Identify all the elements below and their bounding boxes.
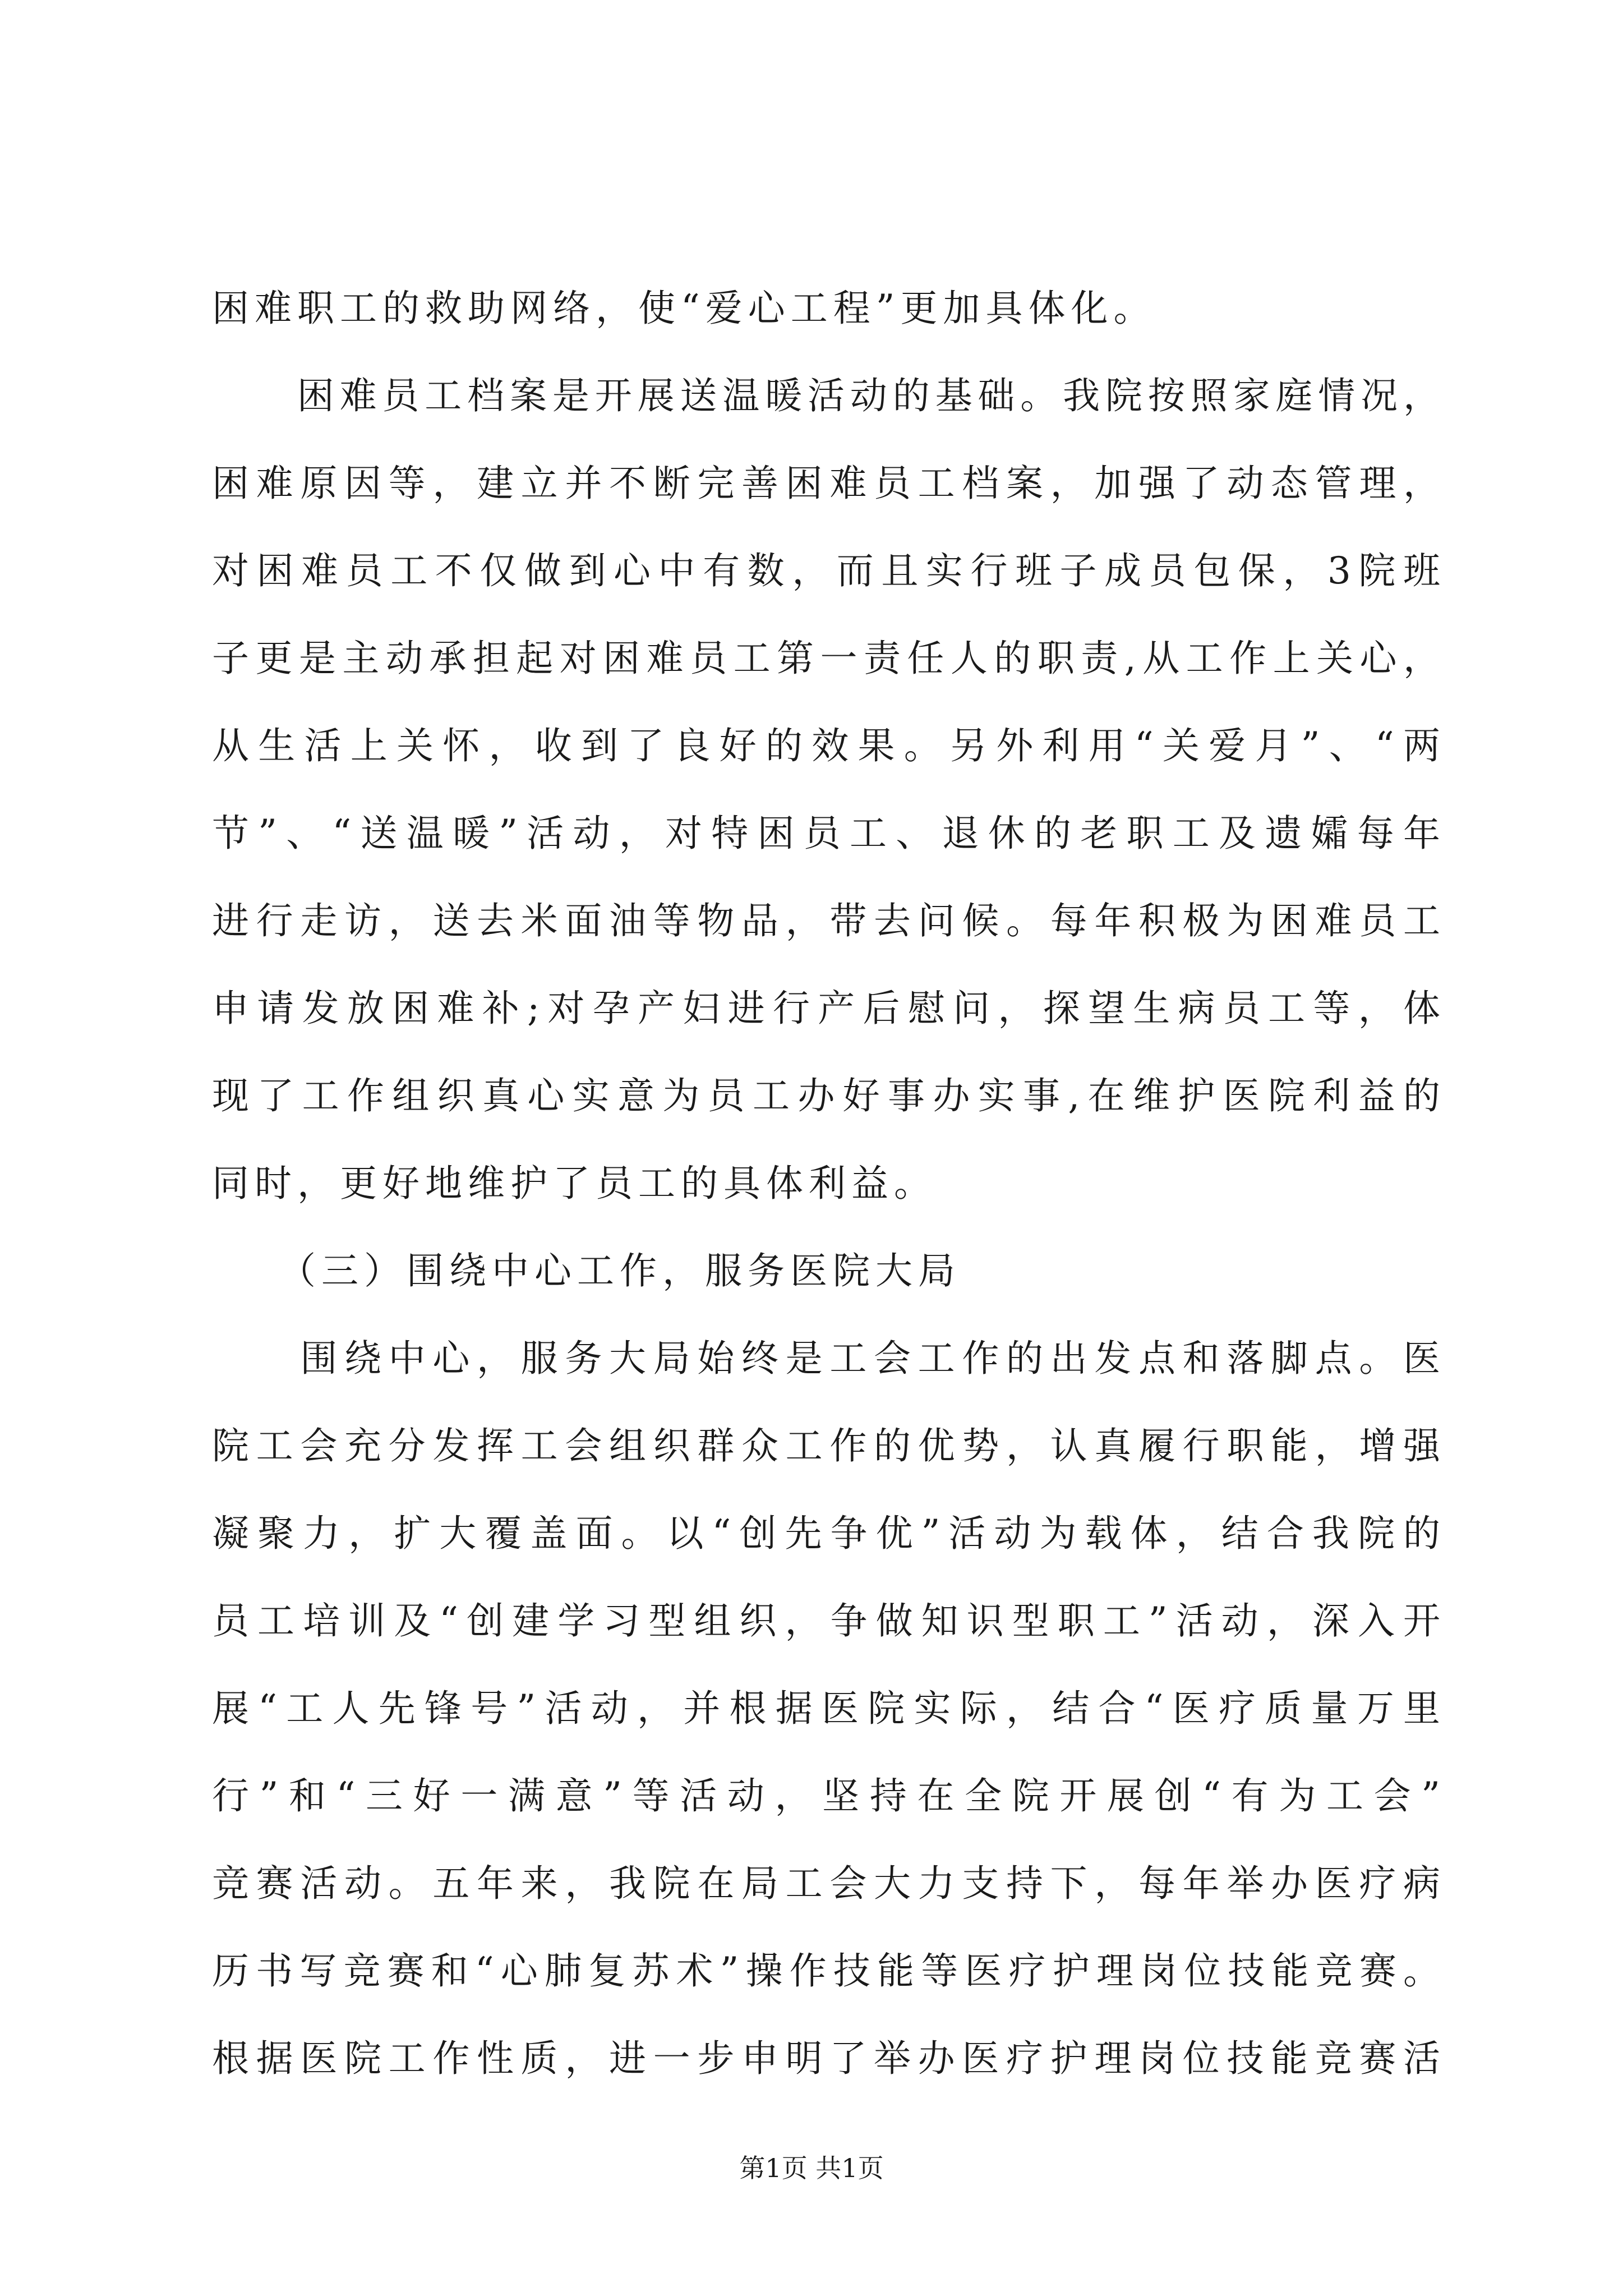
text-line: 院工会充分发挥工会组织群众工作的优势，认真履行职能，增强	[212, 1424, 1440, 1467]
text-line: 困难原因等，建立并不断完善困难员工档案，加强了动态管理，	[212, 462, 1440, 505]
text-line: 展“工人先锋号”活动，并根据医院实际，结合“医疗质量万里	[212, 1687, 1440, 1730]
text-line: 同时，更好地维护了员工的具体利益。	[212, 1162, 937, 1205]
text-line: 申请发放困难补;对孕产妇进行产后慰问，探望生病员工等，体	[212, 987, 1440, 1030]
text-line: 现了工作组织真心实意为员工办好事办实事,在维护医院利益的	[212, 1074, 1440, 1117]
text-line: 历书写竞赛和“心肺复苏术”操作技能等医疗护理岗位技能竞赛。	[212, 1949, 1440, 1993]
text-line: 从生活上关怀，收到了良好的效果。另外利用“关爱月”、“两	[212, 724, 1440, 767]
text-line: 凝聚力，扩大覆盖面。以“创先争优”活动为载体，结合我院的	[212, 1512, 1440, 1555]
page-footer: 第1页 共1页	[739, 2153, 884, 2183]
text-line: 困难员工档案是开展送温暖活动的基础。我院按照家庭情况，	[212, 374, 1440, 417]
text-line: 竞赛活动。五年来，我院在局工会大力支持下，每年举办医疗病	[212, 1862, 1440, 1905]
document-body	[212, 265, 1440, 2102]
text-line: 根据医院工作性质，进一步申明了举办医疗护理岗位技能竞赛活	[212, 2037, 1440, 2080]
text-line: 行”和“三好一满意”等活动，坚持在全院开展创“有为工会”	[212, 1774, 1440, 1818]
text-line: 困难职工的救助网络，使“爱心工程”更加具体化。	[212, 287, 1156, 330]
text-line: 员工培训及“创建学习型组织，争做知识型职工”活动，深入开	[212, 1599, 1440, 1642]
text-line: 子更是主动承担起对困难员工第一责任人的职责,从工作上关心，	[212, 637, 1440, 680]
text-line: 对困难员工不仅做到心中有数，而且实行班子成员包保，3院班	[212, 549, 1440, 592]
section-heading: （三）围绕中心工作，服务医院大局	[212, 1249, 961, 1292]
text-line: 进行走访，送去米面油等物品，带去问候。每年积极为困难员工	[212, 899, 1440, 942]
text-line: 围绕中心，服务大局始终是工会工作的出发点和落脚点。医	[212, 1337, 1440, 1380]
text-line: 节”、“送温暖”活动，对特困员工、退休的老职工及遗孀每年	[212, 812, 1440, 855]
